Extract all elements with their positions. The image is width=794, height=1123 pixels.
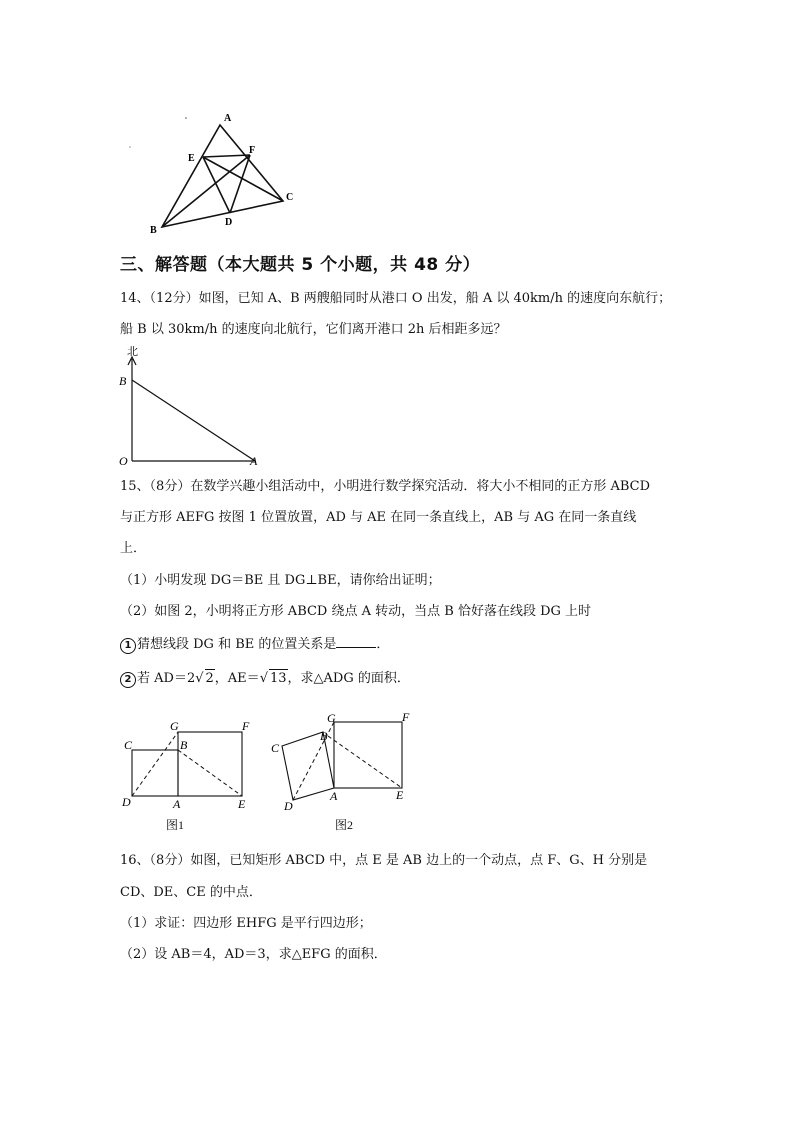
q15-sub1-end: ． <box>376 637 390 652</box>
label-c: C <box>286 192 294 203</box>
label-b: B <box>320 729 328 743</box>
label-e: E <box>188 153 195 164</box>
label-g: G <box>327 711 336 725</box>
q15-sub1-text: 猜想线段 DG 和 BE 的位置关系是 <box>137 637 337 652</box>
sqrt-13: 13 <box>269 671 287 686</box>
figure-1 <box>118 716 258 831</box>
q15-sub2-a: 若 AD＝2 <box>137 671 196 686</box>
figure-1-caption: 图1 <box>166 818 185 832</box>
label-c: C <box>271 741 280 755</box>
sqrt-2: 2 <box>205 671 214 686</box>
q16-part1: （1）求证：四边形 EHFG 是平行四边形； <box>120 916 372 931</box>
label-d: D <box>122 795 131 809</box>
label-e: E <box>396 788 404 802</box>
q15-part1: （1）小明发现 DG＝BE 且 DG⊥BE，请你给出证明； <box>120 573 441 588</box>
q15-line3: 上． <box>120 541 147 556</box>
label-e: E <box>238 797 246 811</box>
label-a: A <box>173 797 181 811</box>
q16-part2: （2）设 AB＝4，AD＝3，求△EFG 的面积． <box>120 947 387 962</box>
label-f: F <box>402 710 410 724</box>
label-c: C <box>124 738 133 752</box>
q15-line1: 15、（8分）在数学兴趣小组活动中，小明进行数学探究活动．将大小不相同的正方形 ABCD <box>120 479 650 494</box>
q14-line2: 船 B 以 30km/h 的速度向北航行，它们离开港口 2h 后相距多远？ <box>120 322 507 337</box>
q15-sub2-c: ，求△ADG 的面积． <box>287 671 410 686</box>
label-a: A <box>224 113 232 124</box>
label-a: A <box>330 789 338 803</box>
q16-line2: CD、DE、CE 的中点． <box>120 885 262 900</box>
figure-q14 <box>115 343 265 471</box>
circled-number-2: 2 <box>120 672 136 688</box>
figure-2-caption: 图2 <box>335 818 354 832</box>
q15-sub1 <box>120 635 389 654</box>
label-o: O <box>119 454 128 468</box>
label-a: A <box>250 454 258 468</box>
label-d: D <box>284 799 293 813</box>
q15-part2: （2）如图 2，小明将正方形 ABCD 绕点 A 转动，当点 B 恰好落在线段 DG 上时 <box>120 604 592 619</box>
circled-number-1: 1 <box>120 638 136 654</box>
label-d: D <box>225 217 233 228</box>
label-b: B <box>119 374 127 388</box>
label-f: F <box>249 145 256 156</box>
label-b: B <box>150 225 157 236</box>
label-b: B <box>180 738 188 752</box>
q15-line2: 与正方形 AEFG 按图 1 位置放置，AD 与 AE 在同一条直线上，AB 与 AG 在同一条直线 <box>120 510 637 525</box>
q14-line1: 14、（12分）如图，已知 A、B 两艘船同时从港口 O 出发，船 A 以 40km/h 的速度向东航行； <box>120 291 672 306</box>
q15-sub2: 2 若 AD＝2√ 2，AE＝√ 13，求△ADG 的面积． <box>120 669 410 688</box>
answer-blank <box>336 635 376 648</box>
label-g: G <box>170 719 179 733</box>
figure-triangle <box>120 105 320 240</box>
label-north: 北 <box>127 346 138 358</box>
label-f: F <box>242 719 250 733</box>
q15-sub2-b: ，AE＝ <box>214 671 260 686</box>
q16-line1: 16、（8分）如图，已知矩形 ABCD 中，点 E 是 AB 边上的一个动点，点 F、G、H 分别是 <box>120 853 648 868</box>
figure-2 <box>268 710 418 815</box>
section-title: 三、解答题（本大题共 5 个小题，共 48 分） <box>120 255 481 275</box>
